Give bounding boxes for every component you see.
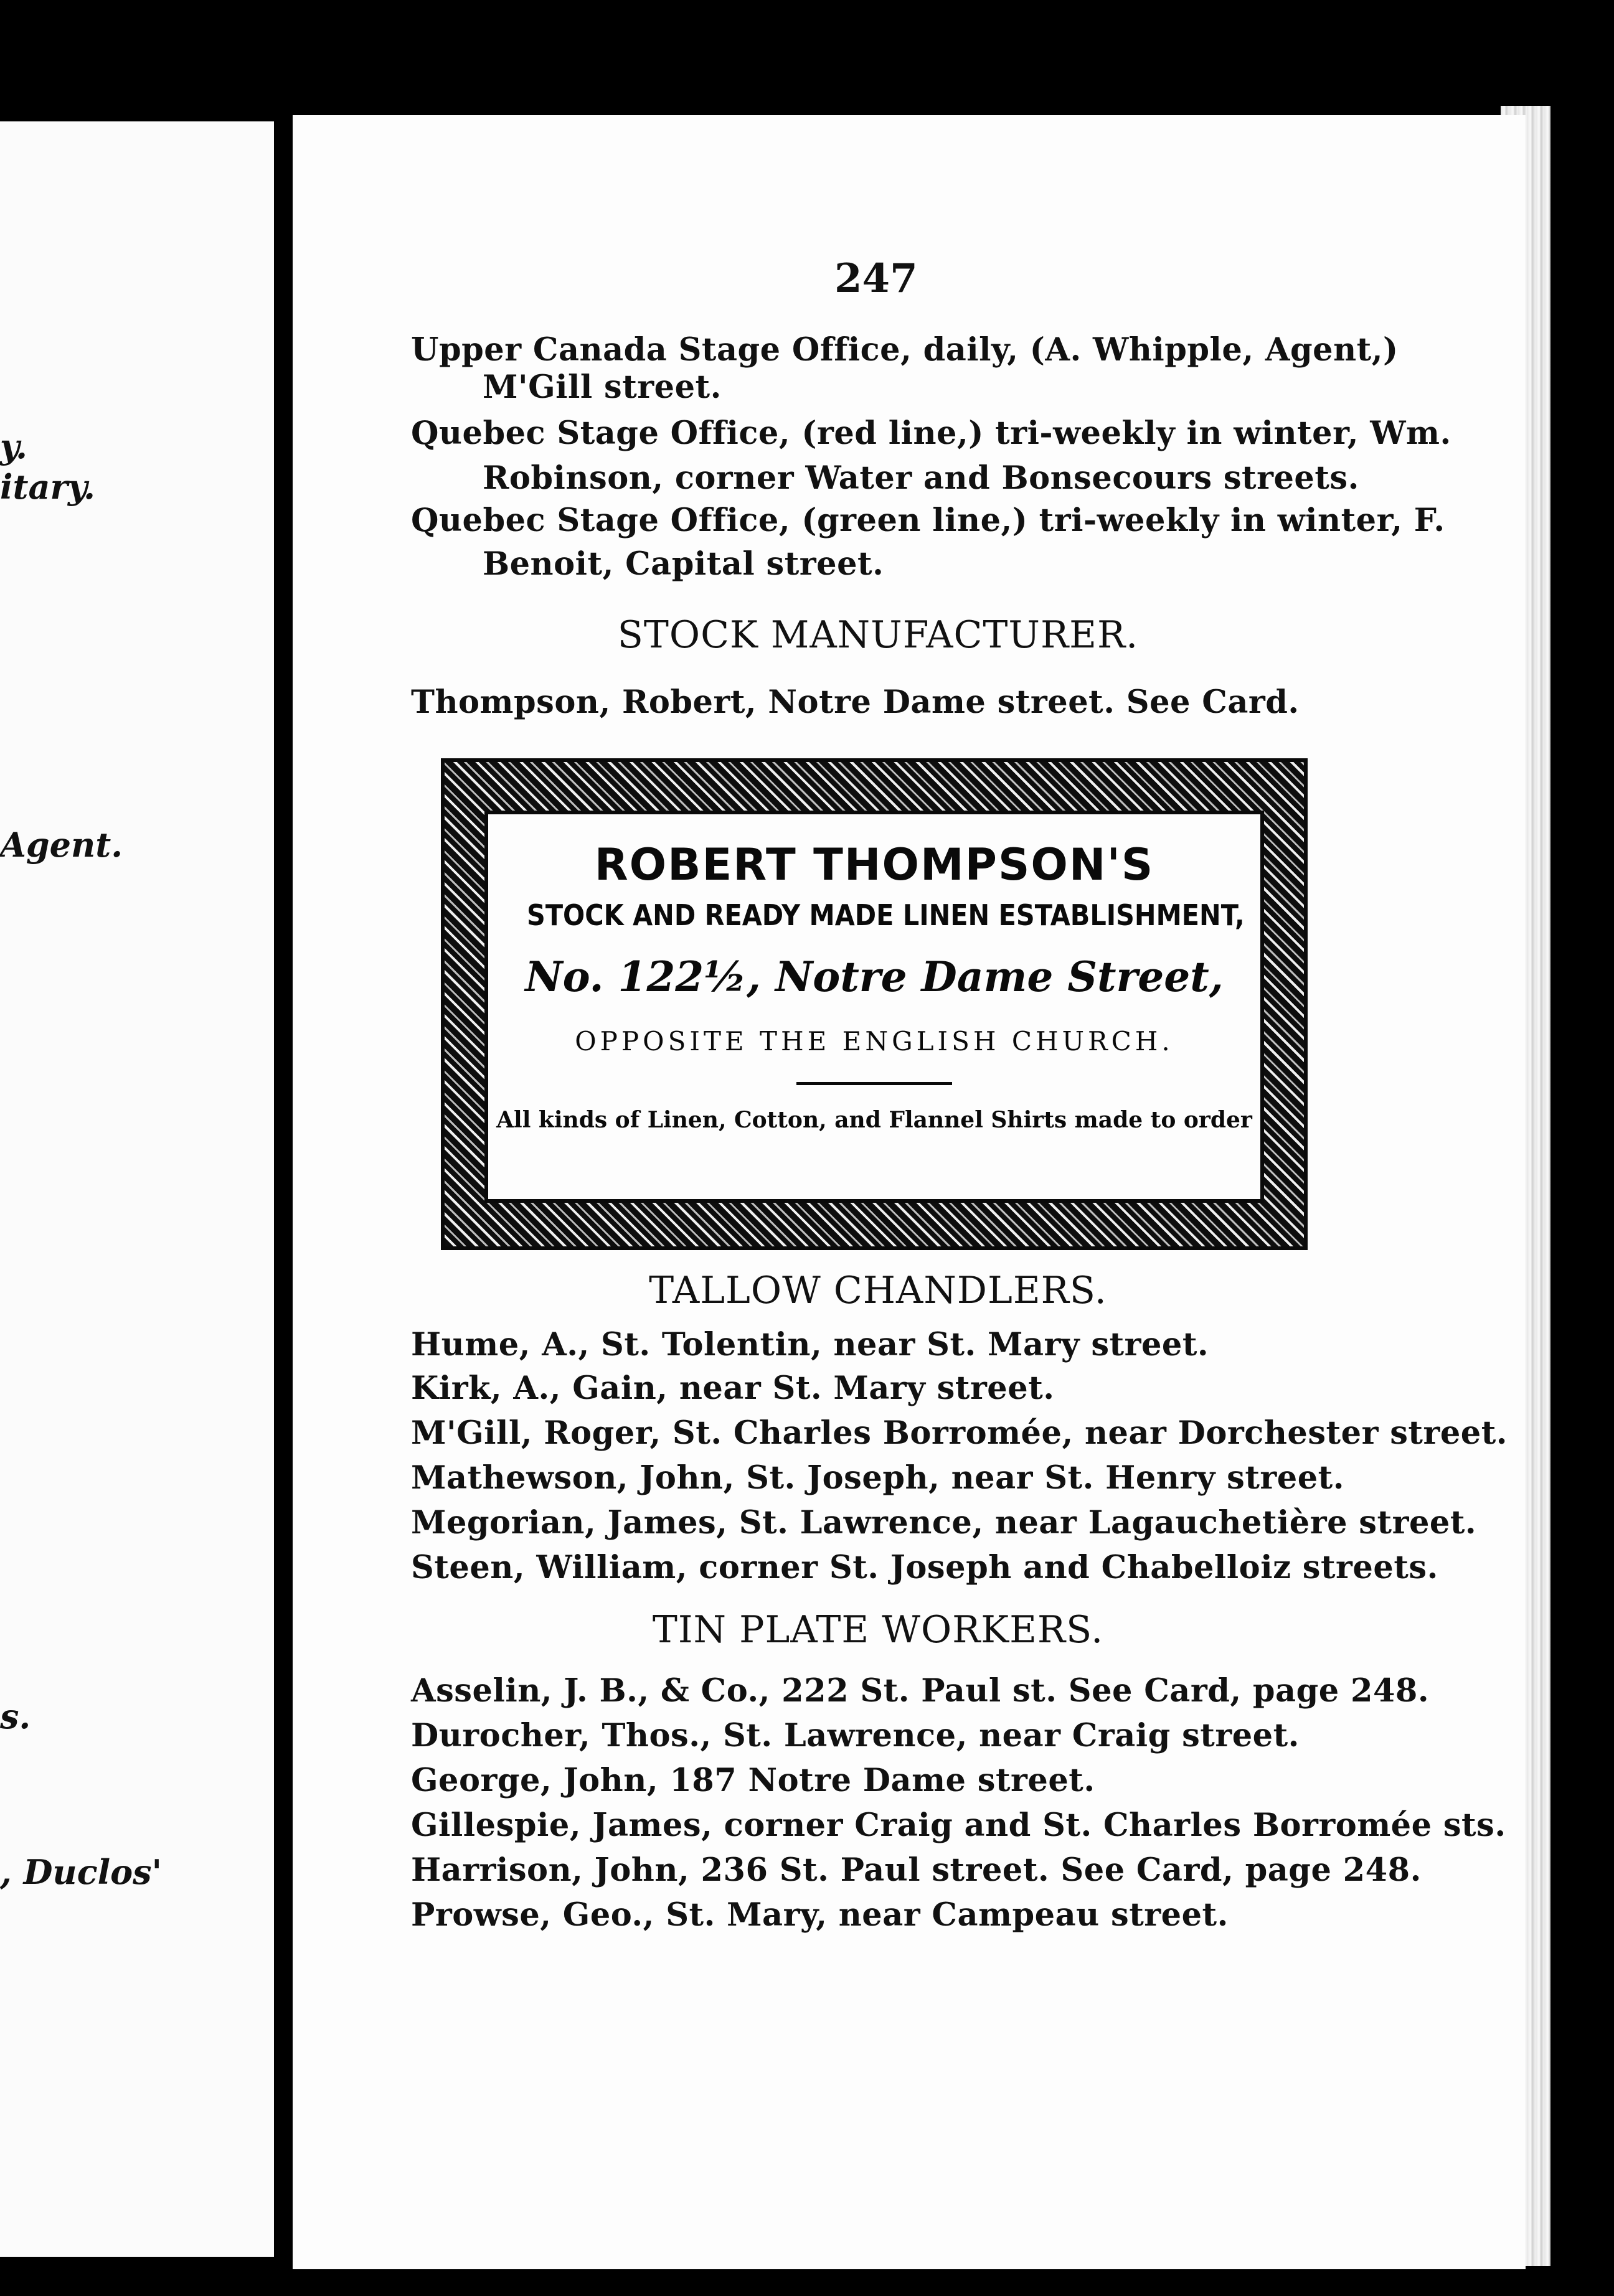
directory-entry: Harrison, John, 236 St. Paul street. See Card, page 248. — [411, 1851, 1422, 1889]
stage-office-line: M'Gill street. — [483, 369, 722, 406]
directory-entry: Durocher, Thos., St. Lawrence, near Craig street. — [411, 1717, 1300, 1754]
directory-entry: Prowse, Geo., St. Mary, near Campeau street. — [411, 1896, 1229, 1934]
ad-address: No. 122½, Notre Dame Street, — [525, 953, 1224, 1001]
advertisement-inner — [484, 811, 1264, 1203]
stage-office-line: Benoit, Capital street. — [483, 545, 884, 583]
directory-entry: George, John, 187 Notre Dame street. — [411, 1762, 1095, 1799]
left-page-fragment: itary. — [0, 467, 95, 507]
left-page-fragment: y. — [0, 426, 27, 466]
advertisement-card — [441, 758, 1308, 1250]
directory-entry: Asselin, J. B., & Co., 222 St. Paul st. See Card, page 248. — [411, 1672, 1430, 1710]
left-page-fragment: Agent. — [0, 825, 123, 865]
stage-office-line: Quebec Stage Office, (red line,) tri-weekly in winter, Wm. — [411, 415, 1451, 452]
ad-subtitle: STOCK AND READY MADE LINEN ESTABLISHMENT, — [527, 898, 1245, 932]
ad-product-note: All kinds of Linen, Cotton, and Flannel Shirts made to order — [496, 1107, 1252, 1133]
section-heading-stock-manufacturer: STOCK MANUFACTURER. — [617, 613, 1139, 657]
section-heading-tin-plate-workers: TIN PLATE WORKERS. — [652, 1608, 1104, 1652]
stage-office-line: Upper Canada Stage Office, daily, (A. Whipple, Agent,) — [411, 331, 1399, 369]
page-number: 247 — [834, 255, 918, 302]
directory-entry: Hume, A., St. Tolentin, near St. Mary street. — [411, 1326, 1209, 1363]
stage-office-line: Quebec Stage Office, (green line,) tri-weekly in winter, F. — [411, 502, 1445, 539]
ad-title: ROBERT THOMPSON'S — [594, 839, 1154, 890]
directory-entry: Megorian, James, St. Lawrence, near Lagauchetière street. — [411, 1504, 1477, 1541]
directory-entry: Kirk, A., Gain, near St. Mary street. — [411, 1370, 1055, 1407]
directory-entry: Thompson, Robert, Notre Dame street. See Card. — [411, 684, 1300, 721]
directory-entry: Mathewson, John, St. Joseph, near St. Henry street. — [411, 1459, 1344, 1497]
directory-entry: Gillespie, James, corner Craig and St. Charles Borromée sts. — [411, 1807, 1506, 1844]
directory-entry: Steen, William, corner St. Joseph and Chabelloiz streets. — [411, 1549, 1438, 1586]
section-heading-tallow-chandlers: TALLOW CHANDLERS. — [649, 1269, 1107, 1312]
left-page-fragment: , Duclos' — [0, 1852, 163, 1892]
left-page — [0, 121, 274, 2257]
stage-office-line: Robinson, corner Water and Bonsecours streets. — [483, 459, 1359, 497]
directory-entry: M'Gill, Roger, St. Charles Borromée, near Dorchester street. — [411, 1414, 1508, 1452]
ad-location-note: OPPOSITE THE ENGLISH CHURCH. — [575, 1026, 1174, 1056]
ad-divider — [796, 1082, 952, 1085]
left-page-fragment: s. — [0, 1696, 31, 1736]
